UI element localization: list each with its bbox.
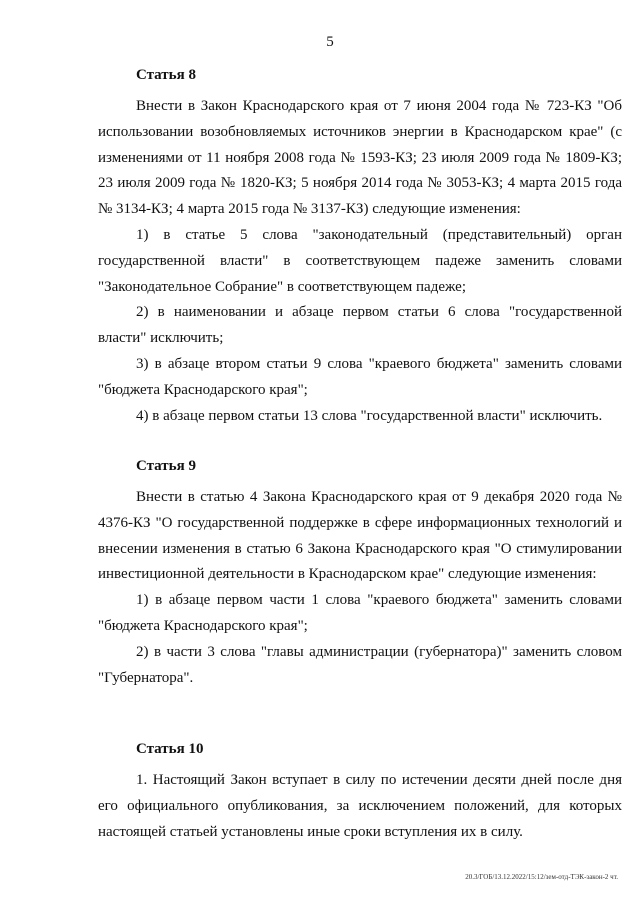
paragraph: Внести в Закон Краснодарского края от 7 июня 2004 года № 723-КЗ "Об использовании возобновляемых источников энергии в Краснодарском крае" (с изменениями от 11 ноября 2008 года № 1593-КЗ; 23 июля 2009 года № 1809-КЗ; 23 июля 2009 года № 1820-КЗ; 5 ноября 2014 года № 3053-КЗ; 4 марта 2015 года № 3134-КЗ; 4 марта 2015 года № 3137-КЗ) следующие изменения: [98, 98, 622, 218]
article-10 [98, 738, 622, 845]
paragraph: 1) в абзаце первом части 1 слова "краевого бюджета" заменить словами "бюджета Краснодарского края"; [98, 592, 622, 634]
document-footer-code: 20.3/ГОБ/13.12.2022/15:12/зем-отд-ТЭК-закон-2 чт. [465, 873, 618, 881]
paragraph: Внести в статью 4 Закона Краснодарского края от 9 декабря 2020 года № 4376-КЗ "О государственной поддержке в сфере информационных технологий и внесении изменения в статью 6 Закона Краснодарского края "О стимулировании инвестиционной деятельности в Краснодарском крае" следующие изменения: [98, 489, 622, 583]
paragraph: 1) в статье 5 слова "законодательный (представительный) орган государственной власти" в соответствующем падеже заменить словами "Законодательное Собрание" в соответствующем падеже; [98, 226, 622, 295]
paragraph: 1. Настоящий Закон вступает в силу по истечении десяти дней после дня его официального опубликования, за исключением положений, для которых настоящей статьей установлены иные сроки вступления их в силу. [98, 772, 622, 840]
article-heading: Статья 9 [136, 458, 196, 474]
article-9 [98, 455, 622, 691]
paragraph: 2) в части 3 слова "главы администрации (губернатора)" заменить словом "Губернатора". [98, 643, 622, 686]
paragraph: 3) в абзаце втором статьи 9 слова "краевого бюджета" заменить словами "бюджета Краснодарского края"; [98, 355, 622, 398]
paragraph: 4) в абзаце первом статьи 13 слова "государственной власти" исключить. [136, 407, 603, 424]
article-heading: Статья 10 [136, 741, 204, 757]
page-number: 5 [326, 34, 334, 50]
article-8 [98, 64, 622, 429]
article-heading: Статья 8 [136, 67, 196, 83]
paragraph: 2) в наименовании и абзаце первом статьи 6 слова "государственной власти" исключить; [98, 304, 622, 347]
